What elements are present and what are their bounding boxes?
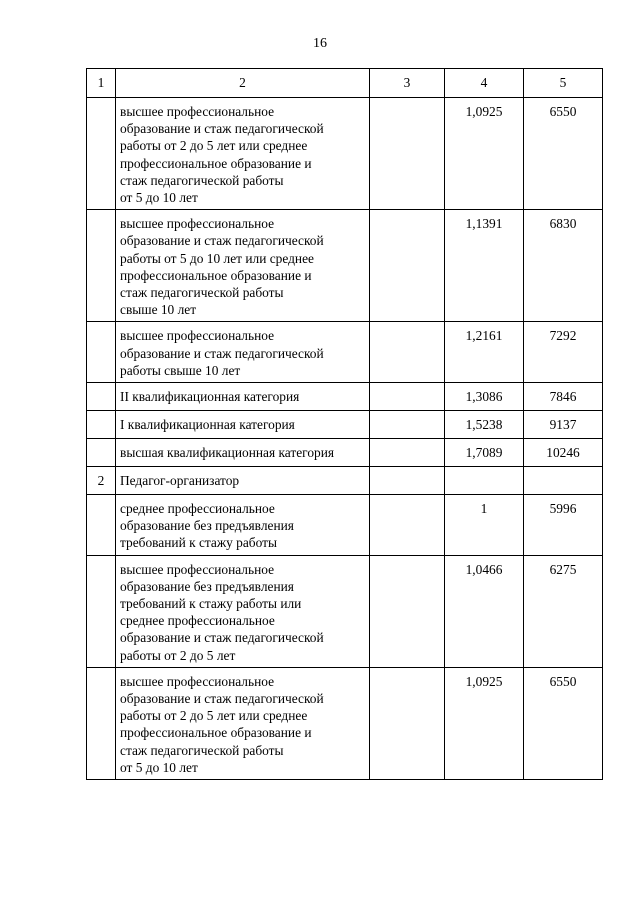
description-line: стаж педагогической работы xyxy=(120,172,284,188)
description-line: I квалификационная категория xyxy=(120,417,295,433)
description-line: образование и стаж педагогической xyxy=(120,345,324,361)
description-line: образование и стаж педагогической xyxy=(120,121,324,137)
row-description-cell xyxy=(116,667,370,779)
header-col-4: 4 xyxy=(445,69,524,98)
table-row xyxy=(87,667,603,779)
header-col-3: 3 xyxy=(370,69,445,98)
description-line: работы от 2 до 5 лет или среднее xyxy=(120,708,308,724)
description-line: образование без предъявления xyxy=(120,518,294,534)
row-salary-cell: 7846 xyxy=(524,383,603,411)
table-header-row xyxy=(87,69,603,98)
description-line: профессиональное образование и xyxy=(120,155,312,171)
row-col3-cell xyxy=(370,439,445,467)
row-index-cell xyxy=(87,555,116,667)
row-description-cell xyxy=(116,495,370,556)
header-col-5: 5 xyxy=(524,69,603,98)
description-line: образование и стаж педагогической xyxy=(120,691,324,707)
row-description-cell xyxy=(116,467,370,495)
row-index-cell: 2 xyxy=(87,467,116,495)
row-description-cell xyxy=(116,555,370,667)
row-index-cell xyxy=(87,667,116,779)
description-line: работы от 2 до 5 лет xyxy=(120,647,236,663)
table-row xyxy=(87,467,603,495)
salary-table xyxy=(86,68,603,780)
table-row xyxy=(87,98,603,210)
row-coefficient-cell: 1,0925 xyxy=(445,667,524,779)
header-col-2: 2 xyxy=(116,69,370,98)
row-salary-cell: 10246 xyxy=(524,439,603,467)
description-line: среднее профессиональное xyxy=(120,613,275,629)
row-salary-cell: 9137 xyxy=(524,411,603,439)
description-line: профессиональное образование и xyxy=(120,725,312,741)
row-coefficient-cell xyxy=(445,467,524,495)
description-line: от 5 до 10 лет xyxy=(120,759,198,775)
row-index-cell xyxy=(87,439,116,467)
table-row xyxy=(87,439,603,467)
description-line: образование без предъявления xyxy=(120,578,294,594)
description-line: профессиональное образование и xyxy=(120,267,312,283)
row-col3-cell xyxy=(370,383,445,411)
row-col3-cell xyxy=(370,411,445,439)
row-index-cell xyxy=(87,210,116,322)
header-col-1: 1 xyxy=(87,69,116,98)
table-row xyxy=(87,411,603,439)
description-line: работы от 5 до 10 лет или среднее xyxy=(120,250,314,266)
row-coefficient-cell: 1,3086 xyxy=(445,383,524,411)
description-line: II квалификационная категория xyxy=(120,389,300,405)
row-salary-cell: 7292 xyxy=(524,322,603,383)
row-col3-cell xyxy=(370,667,445,779)
description-line: высшее профессиональное xyxy=(120,104,275,119)
row-salary-cell: 6550 xyxy=(524,667,603,779)
description-line: стаж педагогической работы xyxy=(120,742,284,758)
row-col3-cell xyxy=(370,210,445,322)
row-coefficient-cell: 1,2161 xyxy=(445,322,524,383)
row-coefficient-cell: 1,0925 xyxy=(445,98,524,210)
row-coefficient-cell: 1 xyxy=(445,495,524,556)
row-col3-cell xyxy=(370,98,445,210)
description-line: свыше 10 лет xyxy=(120,302,197,318)
description-line: среднее профессиональное xyxy=(120,501,275,517)
row-index-cell xyxy=(87,495,116,556)
table-row xyxy=(87,322,603,383)
row-description-cell xyxy=(116,411,370,439)
description-line: стаж педагогической работы xyxy=(120,285,284,301)
description-line: образование и стаж педагогической xyxy=(120,630,324,646)
description-line: высшее профессиональное xyxy=(120,328,275,344)
row-index-cell xyxy=(87,98,116,210)
table-row xyxy=(87,555,603,667)
row-index-cell xyxy=(87,411,116,439)
row-description-cell xyxy=(116,98,370,210)
row-salary-cell xyxy=(524,467,603,495)
row-salary-cell: 6275 xyxy=(524,555,603,667)
table-row xyxy=(87,210,603,322)
description-line: высшее профессиональное xyxy=(120,216,275,232)
description-line: требований к стажу работы xyxy=(120,535,277,551)
page-number: 16 xyxy=(313,36,327,51)
row-salary-cell: 6830 xyxy=(524,210,603,322)
row-coefficient-cell: 1,5238 xyxy=(445,411,524,439)
description-line: образование и стаж педагогической xyxy=(120,233,324,249)
row-description-cell xyxy=(116,210,370,322)
row-col3-cell xyxy=(370,495,445,556)
row-coefficient-cell: 1,0466 xyxy=(445,555,524,667)
row-col3-cell xyxy=(370,555,445,667)
description-line: высшая квалификационная категория xyxy=(120,445,335,461)
row-col3-cell xyxy=(370,467,445,495)
description-line: высшее профессиональное xyxy=(120,673,275,689)
row-index-cell xyxy=(87,322,116,383)
description-line: требований к стажу работы или xyxy=(120,596,302,612)
description-line: работы свыше 10 лет xyxy=(120,362,241,378)
table-row xyxy=(87,495,603,556)
description-line: работы от 2 до 5 лет или среднее xyxy=(120,138,308,154)
row-col3-cell xyxy=(370,322,445,383)
row-index-cell xyxy=(87,383,116,411)
description-line: высшее профессиональное xyxy=(120,561,275,577)
description-line: Педагог-организатор xyxy=(120,473,240,489)
row-description-cell xyxy=(116,383,370,411)
row-description-cell xyxy=(116,322,370,383)
row-coefficient-cell: 1,7089 xyxy=(445,439,524,467)
table-body xyxy=(87,69,603,780)
row-salary-cell: 5996 xyxy=(524,495,603,556)
table-row xyxy=(87,383,603,411)
description-line: от 5 до 10 лет xyxy=(120,190,198,206)
row-salary-cell: 6550 xyxy=(524,98,603,210)
row-coefficient-cell: 1,1391 xyxy=(445,210,524,322)
row-description-cell xyxy=(116,439,370,467)
